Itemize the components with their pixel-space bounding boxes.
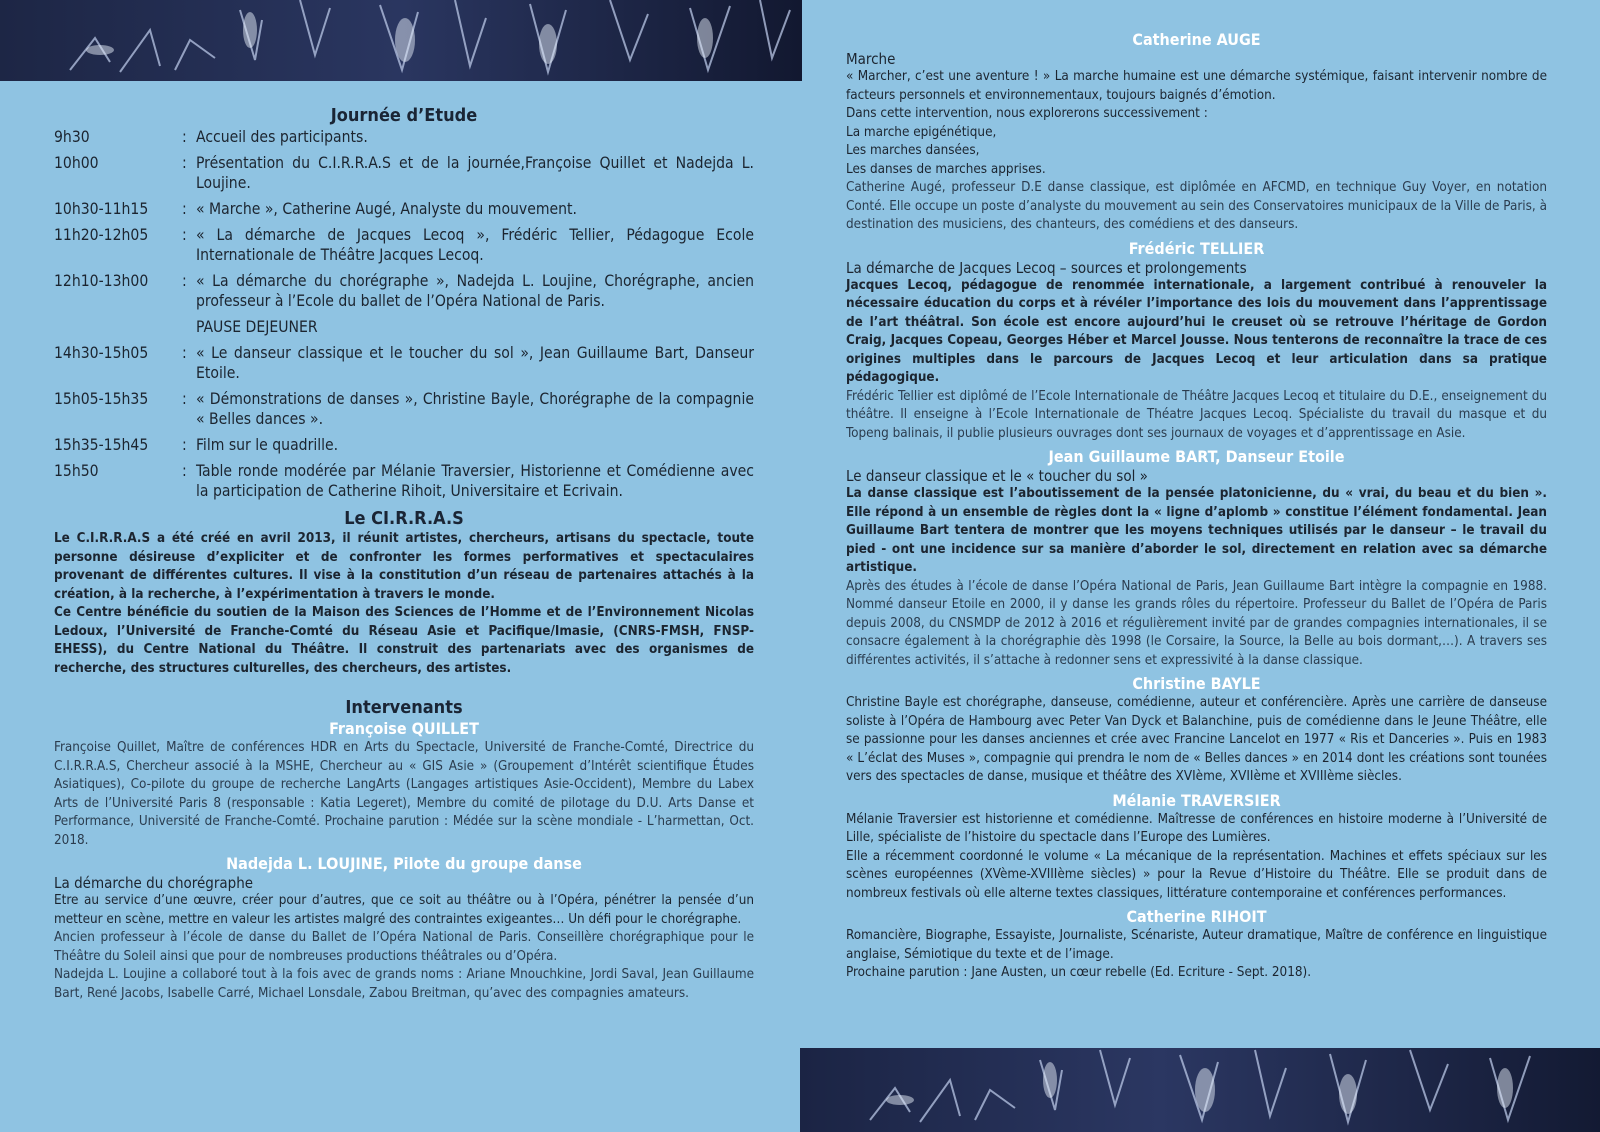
auge-line-3: La marche epigénétique, bbox=[846, 124, 997, 140]
auge-line-2: Dans cette intervention, nous explorerons successivement : bbox=[846, 106, 1208, 121]
left-column bbox=[54, 104, 754, 1003]
programme-colon: : bbox=[182, 462, 187, 480]
programme-time: 14h30-15h05 bbox=[54, 344, 149, 362]
programme-row bbox=[54, 199, 754, 225]
cirras-paragraph-1: Le C.I.R.R.A.S a été créé en avril 2013, il réunit artistes, chercheurs, artisans du spectacle, toute personne désireuse d’expliciter et de confronter les formes performatives et spectaculaires provenant de différentes cultures. Il vise à la constitution d’un réseau de partenaires attachés à la création, à la recherche, à l’expérimentation à travers le monde. bbox=[54, 531, 754, 602]
rihoit-bio-1: Romancière, Biographe, Essayiste, Journaliste, Scénariste, Auteur dramatique, Maître de conférence en linguistique anglaise, Sémiotique du texte et de l’image. bbox=[846, 928, 1547, 962]
programme-colon: : bbox=[182, 436, 187, 454]
programme-description: « Marche », Catherine Augé, Analyste du mouvement. bbox=[196, 200, 578, 218]
loujine-abstract: Etre au service d’une œuvre, créer pour d’autres, que ce soit au théâtre ou à l’Opéra, pénétrer la pensée d’un metteur en scène, mettre en valeur les artistes malgré des contraintes exigeantes… Un défi pour le chorégraphe. bbox=[54, 893, 754, 927]
programme-description: « Démonstrations de danses », Christine Bayle, Chorégraphe de la compagnie « Belles dances ». bbox=[196, 390, 754, 428]
rihoit-name: Catherine RIHOIT bbox=[1126, 907, 1267, 926]
programme-row bbox=[54, 271, 754, 317]
bayle-name: Christine BAYLE bbox=[1132, 674, 1261, 693]
tellier-name: Frédéric TELLIER bbox=[1128, 238, 1265, 258]
programme-colon: : bbox=[182, 200, 187, 218]
tellier-abstract: Jacques Lecoq, pédagogue de renommée internationale, a largement contribué à renouveler la nécessaire éducation du corps et à révéler l’importance des lois du mouvement dans l’apprentissage de l’art théâtral. Son école est encore aujourd’hui le creuset où se retrouve l’héritage de Gordon Craig, Jacques Copeau, Georges Héber et Marcel Jousse. Nous tenterons de reconnaître la trace de ces origines multiples dans le parcours de Jacques Lecoq et leur articulation dans sa pratique pédagogique. bbox=[846, 277, 1547, 385]
loujine-subtitle: La démarche du chorégraphe bbox=[54, 874, 254, 892]
programme-time: 15h05-15h35 bbox=[54, 390, 149, 408]
cirras-title: Le CI.R.R.A.S bbox=[344, 508, 464, 529]
dance-photo-top bbox=[0, 0, 802, 81]
traversier-name: Mélanie TRAVERSIER bbox=[1112, 790, 1281, 810]
programme-description: Accueil des participants. bbox=[196, 128, 368, 146]
rihoit-bio-2: Prochaine parution : Jane Austen, un cœur rebelle (Ed. Ecriture - Sept. 2018). bbox=[846, 965, 1312, 980]
programme-time: 10h00 bbox=[54, 154, 99, 172]
programme-description: Présentation du C.I.R.R.A.S et de la journée,Françoise Quillet et Nadejda L. Loujine. bbox=[196, 154, 754, 192]
pause-label: PAUSE DEJEUNER bbox=[196, 318, 318, 336]
programme-time: 9h30 bbox=[54, 128, 90, 146]
programme-row bbox=[54, 343, 754, 389]
auge-line-5: Les danses de marches apprises. bbox=[846, 161, 1046, 177]
programme-time: 15h35-15h45 bbox=[54, 436, 149, 454]
programme-description: « Le danseur classique et le toucher du sol », Jean Guillaume Bart, Danseur Etoile. bbox=[196, 344, 754, 382]
programme-time: 15h50 bbox=[54, 462, 99, 480]
quillet-bio: Françoise Quillet, Maître de conférences HDR en Arts du Spectacle, Université de Franche-Comté, Directrice du C.I.R.R.A.S, Chercheur associé à la MSHE, Chercheur au « GIS Asie » (Groupement d’Intérêt scientifique Études Asiatiques), Co-pilote du groupe de recherche LangArts (Langages artistiques Asie-Occident), Membre du Labex Arts de l’Université Paris 8 (responsable : Katia Legeret), Membre du comité de pilotage du D.U. Arts Danse et Performance, Université de Franche-Comté. Prochaine parution : Médée sur la scène mondiale - L’harmettan, Oct. 2018. bbox=[54, 740, 754, 848]
bart-bio: Après des études à l’école de danse l’Opéra National de Paris, Jean Guillaume Bart intègre la compagnie en 1988. Nommé danseur Etoile en 2000, il y danse les grands rôles du répertoire. Professeur du Ballet de l’Opéra de Paris depuis 2008, du CNSMDP de 2012 à 2016 et régulièrement invité par de grandes compagnies internationales, il se consacre également à la chorégraphie dès 1998 (le Corsaire, la Source, la Belle au bois dormant,…). A travers ses différentes activités, il s’attache à redonner sens et expressivité à la danse classique. bbox=[846, 578, 1547, 668]
loujine-name: Nadejda L. LOUJINE, Pilote du groupe danse bbox=[226, 854, 582, 873]
programme-row bbox=[54, 127, 754, 153]
bart-name: Jean Guillaume BART, Danseur Etoile bbox=[1048, 447, 1345, 466]
programme-row bbox=[54, 389, 754, 435]
programme-colon: : bbox=[182, 390, 187, 408]
auge-line-4: Les marches dansées, bbox=[846, 143, 980, 158]
programme-table-afternoon bbox=[54, 343, 754, 507]
programme-time: 10h30-11h15 bbox=[54, 200, 149, 218]
programme-description: Film sur le quadrille. bbox=[196, 436, 339, 454]
loujine-bio-2: Nadejda L. Loujine a collaboré tout à la fois avec de grands noms : Ariane Mnouchkine, Jordi Saval, Jean Guillaume Bart, René Jacobs, Isabelle Carré, Michael Lonsdale, Zabou Breitman, qu’avec des compagnies amateurs. bbox=[54, 967, 754, 1001]
programme-description: Table ronde modérée par Mélanie Traversier, Historienne et Comédienne avec la participation de Catherine Rihoit, Universitaire et Ecrivain. bbox=[196, 462, 754, 500]
programme-row bbox=[54, 153, 754, 199]
auge-subtitle: Marche bbox=[846, 50, 896, 68]
programme-colon: : bbox=[182, 154, 187, 172]
auge-line-1: « Marcher, c’est une aventure ! » La marche humaine est une démarche systémique, faisant intervenir nombre de facteurs personnels et environnementaux, toujours baignés d’émotion. bbox=[846, 69, 1547, 103]
programme-row bbox=[54, 461, 754, 507]
programme-description: « La démarche du chorégraphe », Nadejda L. Loujine, Chorégraphe, ancien professeur à l’Ecole du ballet de l’Opéra National de Paris. bbox=[196, 272, 754, 310]
programme-colon: : bbox=[182, 272, 187, 290]
bart-subtitle: Le danseur classique et le « toucher du sol » bbox=[846, 467, 1148, 485]
bart-abstract: La danse classique est l’aboutissement de la pensée platonicienne, du « vrai, du beau et du bien ». Elle répond à un ensemble de règles dont la « ligne d’aplomb » constitue l’élément fondamental. Jean Guillaume Bart tentera de montrer que les moyens techniques utilisés par le danseur – le travail du pied - ont une incidence sur sa manière d’aborder le sol, directement en relation avec sa démarche artistique. bbox=[846, 486, 1547, 575]
programme-description: « La démarche de Jacques Lecoq », Frédéric Tellier, Pédagogue Ecole Internationale de Théâtre Jacques Lecoq. bbox=[196, 226, 754, 264]
auge-bio: Catherine Augé, professeur D.E danse classique, est diplômée en AFCMD, en technique Guy Voyer, en notation Conté. Elle occupe un poste d’analyste du mouvement au sein des Conservatoires municipaux de la Ville de Paris, à destination des musiciens, des chanteurs, des comédiens et des danseurs. bbox=[846, 180, 1547, 232]
programme-time: 11h20-12h05 bbox=[54, 226, 149, 244]
programme-colon: : bbox=[182, 226, 187, 244]
quillet-name: Françoise QUILLET bbox=[329, 719, 479, 738]
programme-row bbox=[54, 435, 754, 461]
dance-photo-bottom bbox=[800, 1048, 1600, 1132]
cirras-paragraph-2: Ce Centre bénéficie du soutien de la Maison des Sciences de l’Homme et de l’Environnement Nicolas Ledoux, l’Université de Franche-Comté du Réseau Asie et Pacifique/Imasie, (CNRS-FMSH, FNSP-EHESS), du Centre National du Théâtre. Il construit des partenariats avec des organismes de recherche, des structures culturelles, des chercheurs, des artistes. bbox=[54, 605, 754, 676]
tellier-subtitle: La démarche de Jacques Lecoq – sources et prolongements bbox=[846, 258, 1247, 277]
traversier-bio-1: Mélanie Traversier est historienne et comédienne. Maîtresse de conférences en histoire moderne à l’Université de Lille, spécialiste de l’histoire du spectacle dans l’Europe des Lumières. bbox=[846, 811, 1547, 845]
programme-row bbox=[54, 225, 754, 271]
intervenants-title: Intervenants bbox=[345, 697, 463, 718]
traversier-bio-2: Elle a récemment coordonné le volume « La mécanique de la représentation. Machines et effets spéciaux sur les scènes européennes (XVème-XVIIIème siècles) » pour la Revue d’Histoire du Théâtre. Elle se produit dans de nombreux festivals où elle alterne textes classiques, littérature contemporaine et conférences performances. bbox=[846, 848, 1547, 901]
programme-time: 12h10-13h00 bbox=[54, 272, 149, 290]
programme-table bbox=[54, 127, 754, 317]
auge-name: Catherine AUGE bbox=[1132, 30, 1261, 49]
loujine-bio-1: Ancien professeur à l’école de danse du Ballet de l’Opéra National de Paris. Conseillère chorégraphique pour le Théâtre du Soleil ainsi que pour de nombreuses productions théâtrales ou d’Opéra. bbox=[54, 930, 754, 964]
programme-title: Journée d’Etude bbox=[330, 105, 478, 126]
bayle-bio: Christine Bayle est chorégraphe, danseuse, comédienne, auteur et conférencière. Après une carrière de danseuse soliste à l’Opéra de Hambourg avec Peter Van Dyck et Balanchine, puis de comédienne dans le Jeune Théâtre, elle se passionne pour les danses anciennes et crée avec Francine Lancelot en 1977 « Ris et Danceries ». Puis en 1983 « L’éclat des Muses », compagnie qui prendra le nom de « Belles dances » en 2014 dont les créations sont tounées vers des spectacles de danse, musique et théâtre des XVIème, XVIIème et XVIIIème siècles. bbox=[846, 695, 1547, 784]
right-column bbox=[846, 30, 1547, 983]
programme-colon: : bbox=[182, 128, 187, 146]
programme-colon: : bbox=[182, 344, 187, 362]
tellier-bio: Frédéric Tellier est diplômé de l’Ecole Internationale de Théâtre Jacques Lecoq et titulaire du D.E., enseignement du théâtre. Il enseigne à l’Ecole Internationale de Théatre Jacques Lecoq. Spécialiste du travail du masque et du Topeng balinais, il publie plusieurs ouvrages dont ses journaux de voyages et d’apprentissage en Asie. bbox=[846, 388, 1547, 441]
